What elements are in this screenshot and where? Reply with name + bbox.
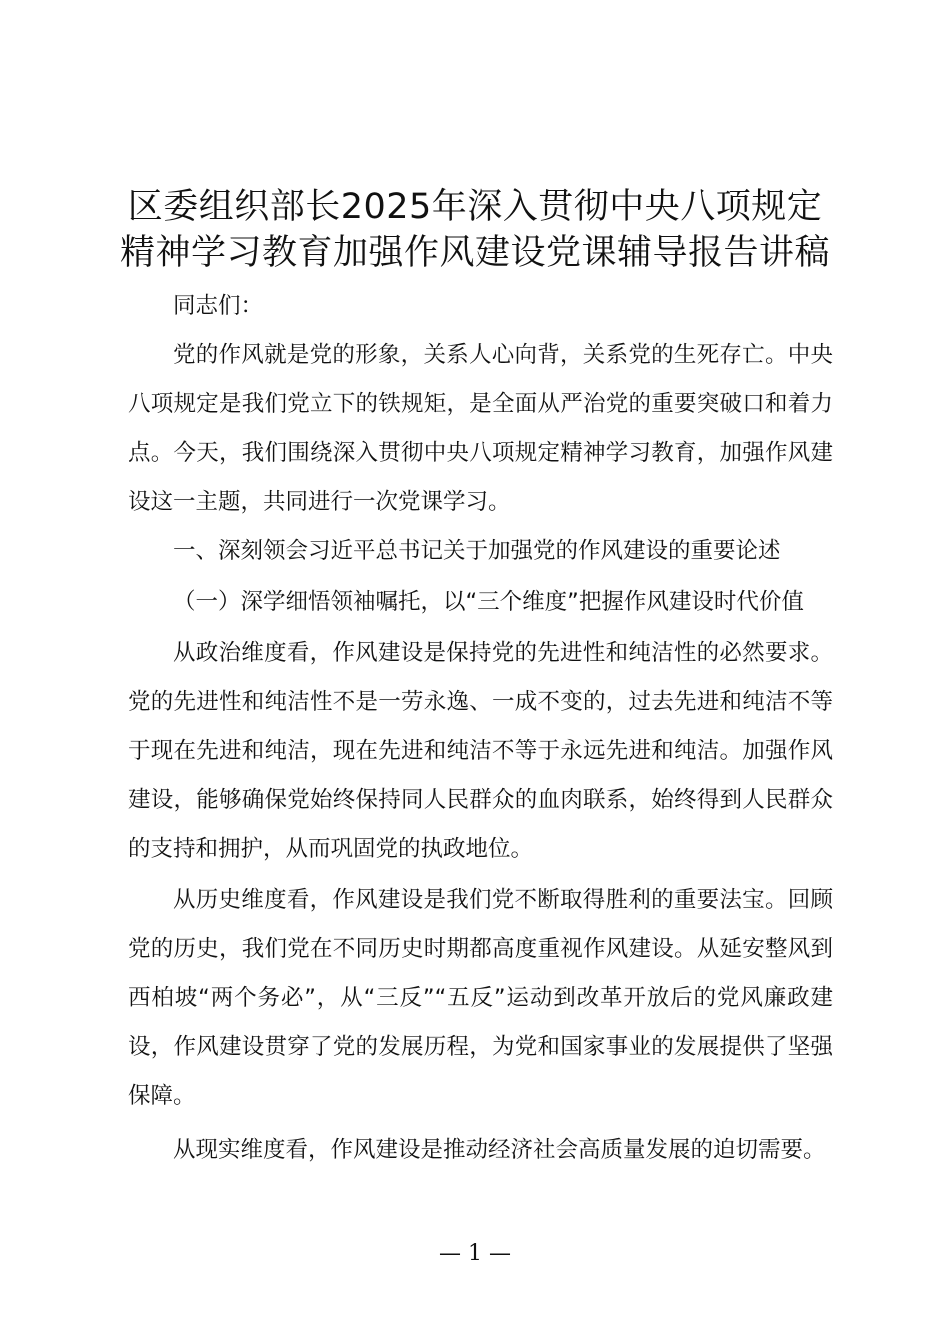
- section-heading-1: 一、深刻领会习近平总书记关于加强党的作风建设的重要论述: [173, 538, 781, 564]
- subsection-heading-1: （一）深学细悟领袖嘱托，以“三个维度”把握作风建设时代价值: [173, 589, 804, 615]
- salutation: 同志们：: [173, 293, 264, 319]
- paragraph-intro: 党的作风就是党的形象，关系人心向背，关系党的生死存亡。中央八项规定是我们党立下的铁规矩，是全面从严治党的重要突破口和着力点。今天，我们围绕深入贯彻中央八项规定精神学习教育，加强作风建设这一主题，共同进行一次党课学习。: [128, 342, 833, 515]
- paragraph-historical-dimension: 从历史维度看，作风建设是我们党不断取得胜利的重要法宝。回顾党的历史，我们党在不同历史时期都高度重视作风建设。从延安整风到西柏坡“两个务必”，从“三反”“五反”运动到改革开放后的党风廉政建设，作风建设贯穿了党的发展历程，为党和国家事业的发展提供了坚强保障。: [128, 887, 833, 1109]
- document-title-line-1: 区委组织部长2025年深入贯彻中央八项规定: [127, 187, 823, 227]
- paragraph-political-dimension: 从政治维度看，作风建设是保持党的先进性和纯洁性的必然要求。党的先进性和纯洁性不是一劳永逸、一成不变的，过去先进和纯洁不等于现在先进和纯洁，现在先进和纯洁不等于永远先进和纯洁。加强作风建设，能够确保党始终保持同人民群众的血肉联系，始终得到人民群众的支持和拥护，从而巩固党的执政地位。: [128, 640, 833, 862]
- paragraph-practical-dimension: 从现实维度看，作风建设是推动经济社会高质量发展的迫切需要。: [173, 1137, 826, 1163]
- document-title-line-2: 精神学习教育加强作风建设党课辅导报告讲稿: [119, 233, 830, 273]
- page-number: — 1 —: [439, 1241, 511, 1266]
